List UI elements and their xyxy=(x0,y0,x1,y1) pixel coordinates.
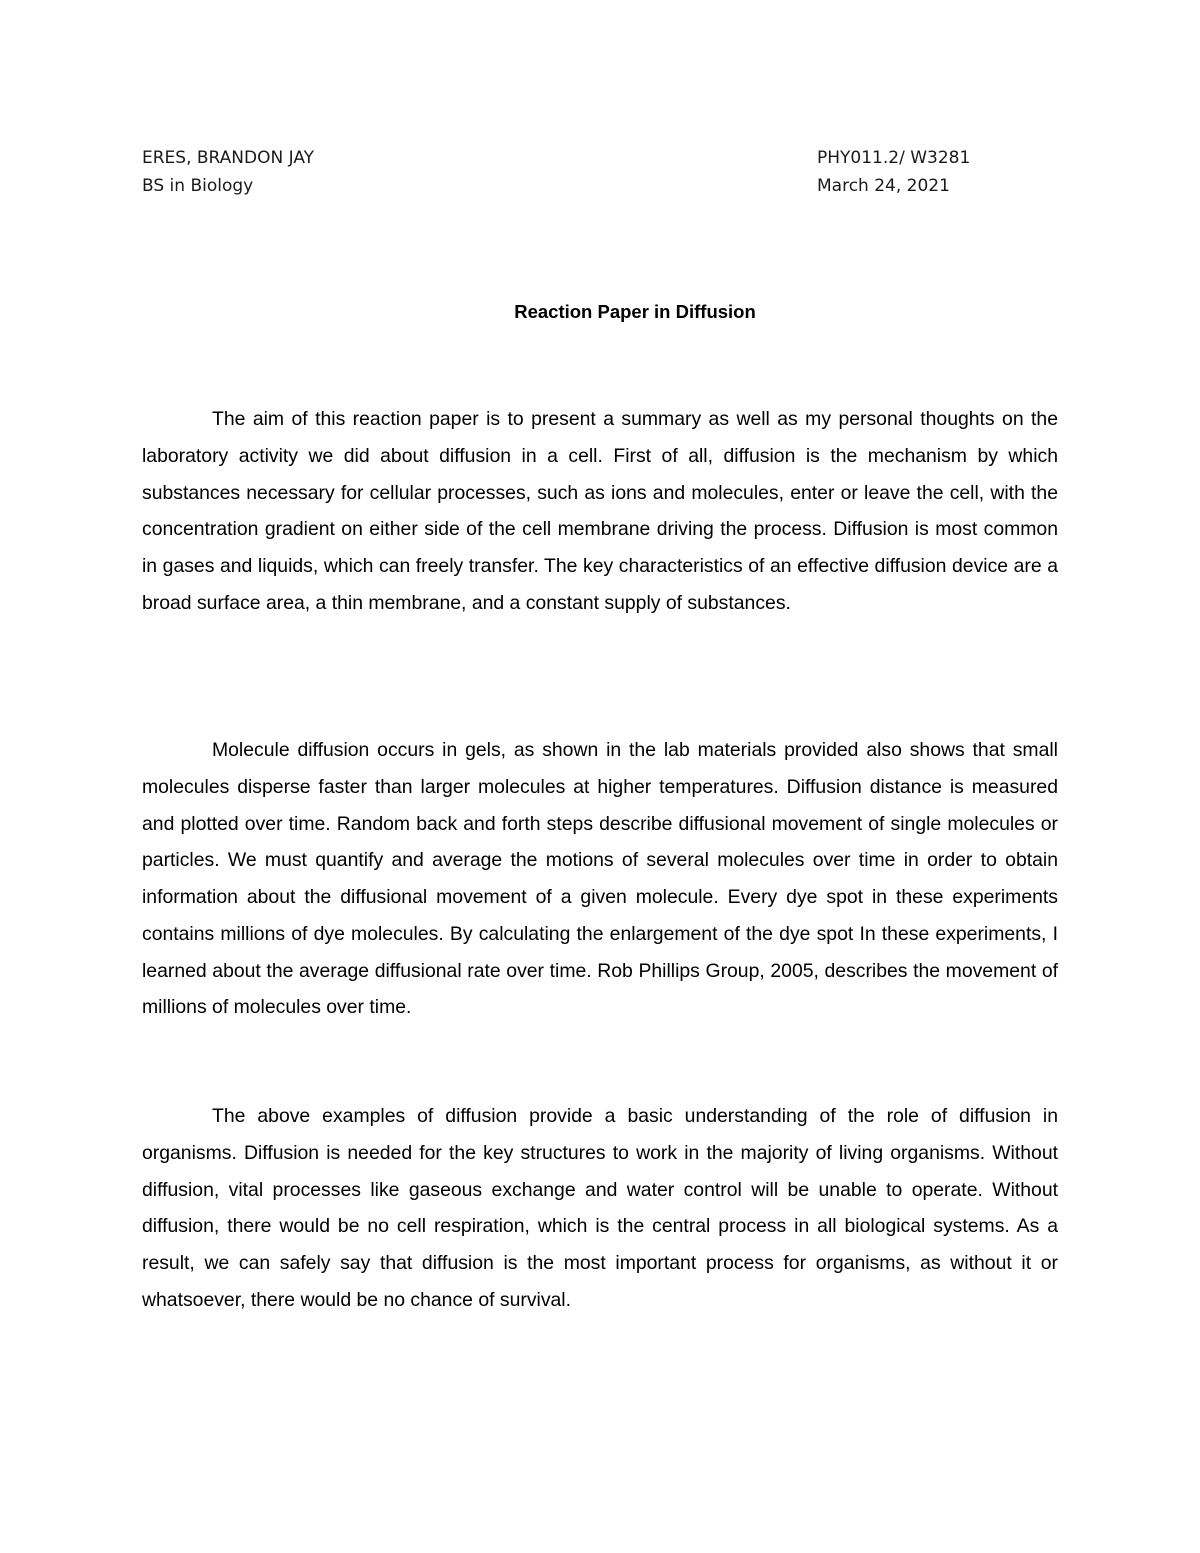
paragraph-2: Molecule diffusion occurs in gels, as shown in the lab materials provided also shows that small molecules disperse faster than larger molecules at higher temperatures. Diffusion distance is measured and plotted over time. Random back and forth steps describe diffusional movement of single molecules or particles. We must quantify and average the motions of several molecules over time in order to obtain information about the diffusional movement of a given molecule. Every dye spot in these experiments contains millions of dye molecules. By calculating the enlargement of the dye spot In these experiments, I learned about the average diffusional rate over time. Rob Phillips Group, 2005, describes the movement of millions of molecules over time. xyxy=(142,739,1058,1019)
submission-date: March 24, 2021 xyxy=(817,176,950,196)
student-program: BS in Biology xyxy=(142,176,254,196)
course-code: PHY011.2/ W3281 xyxy=(817,148,971,168)
student-name: ERES, BRANDON JAY xyxy=(142,148,315,168)
paragraph-3: The above examples of diffusion provide a basic understanding of the role of diffusion in organisms. Diffusion is needed for the key structures to work in the majority of living organisms. Without diffusion, vital processes like gaseous exchange and water control will be unable to operate. Without diffusion, there would be no cell respiration, which is the central process in all biological systems. As a result, we can safely say that diffusion is the most important process for organisms, as without it or whatsoever, there would be no chance of survival. xyxy=(142,1105,1058,1311)
student-info xyxy=(142,144,314,200)
course-info xyxy=(817,144,970,200)
paragraph-1: The aim of this reaction paper is to present a summary as well as my personal thoughts on the laboratory activity we did about diffusion in a cell. First of all, diffusion is the mechanism by which substances necessary for cellular processes, such as ions and molecules, enter or leave the cell, with the concentration gradient on either side of the cell membrane driving the process. Diffusion is most common in gases and liquids, which can freely transfer. The key characteristics of an effective diffusion device are a broad surface area, a thin membrane, and a constant supply of substances. xyxy=(142,408,1058,614)
document-title: Reaction Paper in Diffusion xyxy=(514,301,756,322)
